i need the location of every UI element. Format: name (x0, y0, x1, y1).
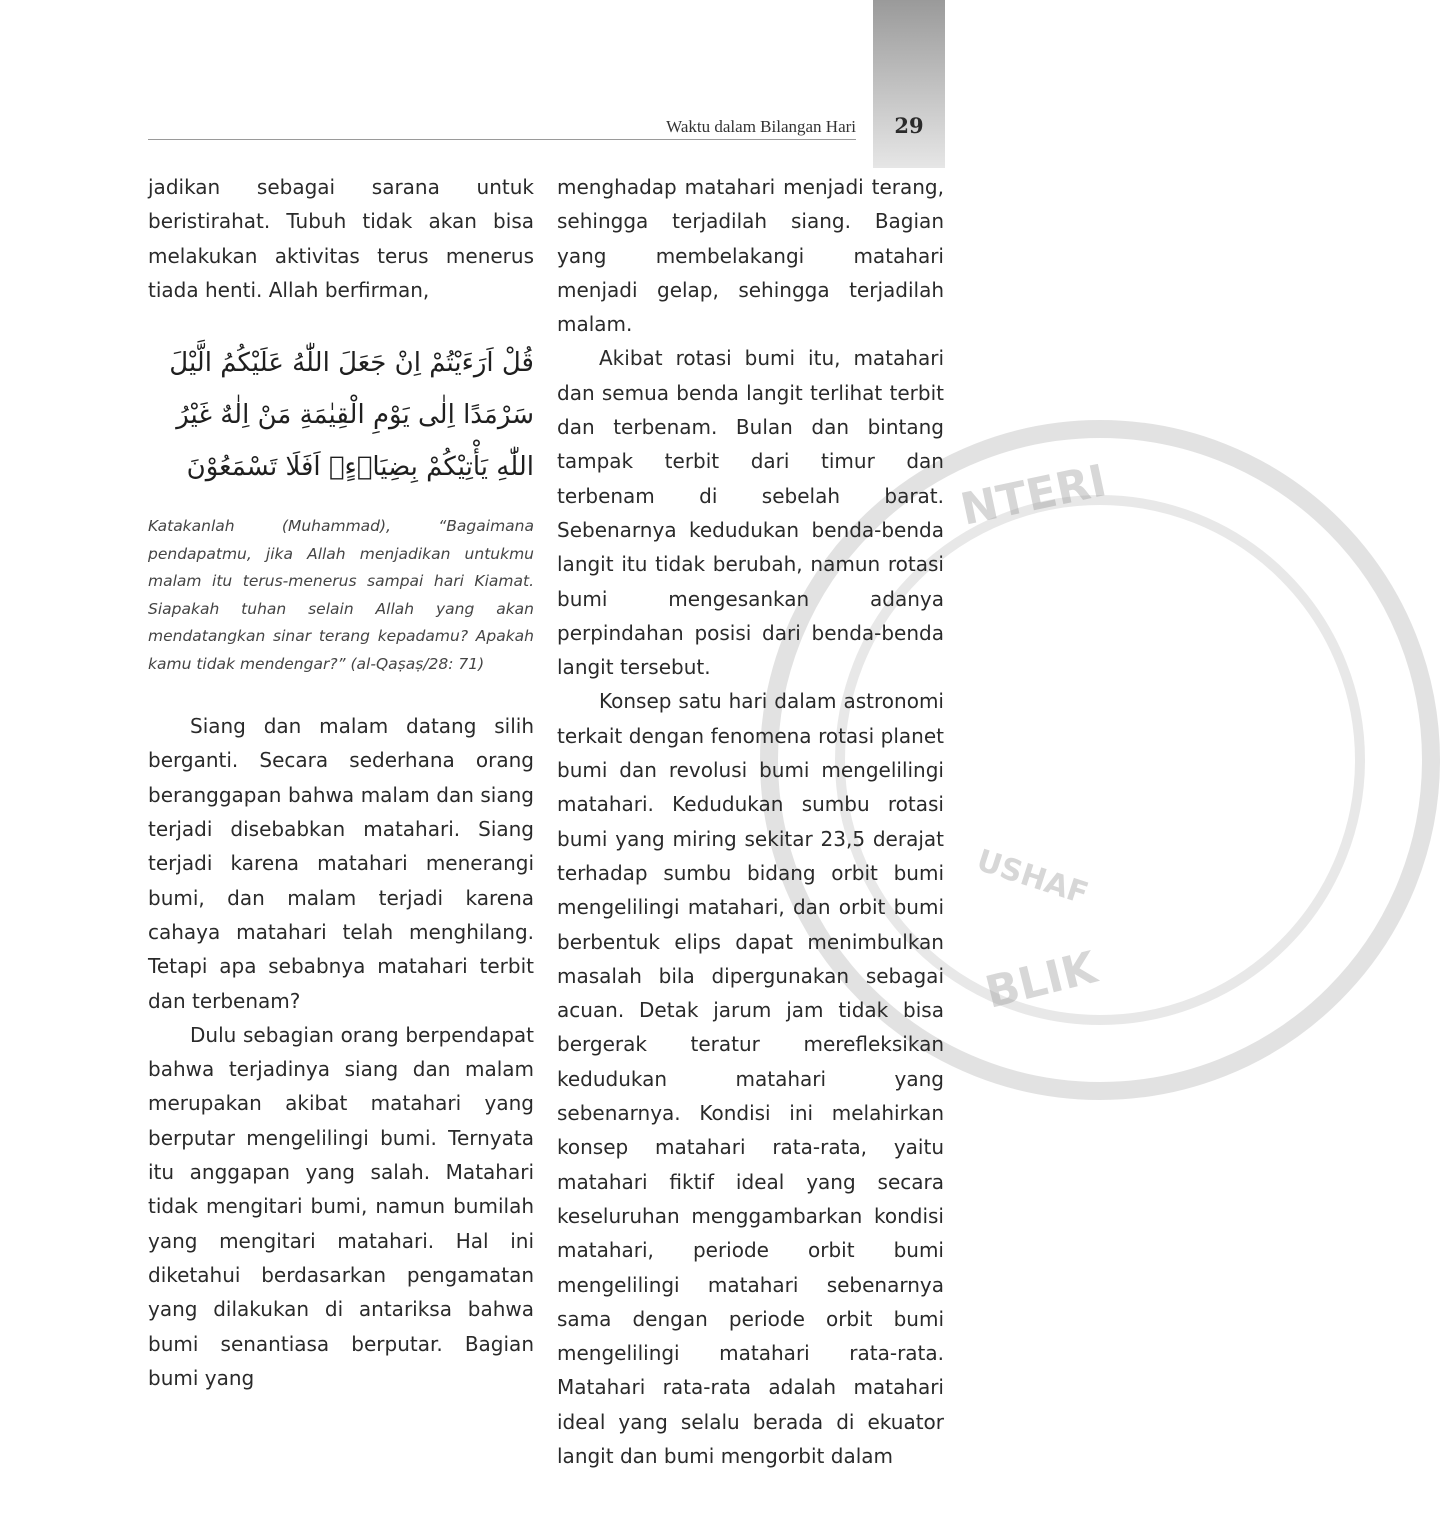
right-column (557, 170, 944, 1473)
body-paragraph: Dulu sebagian orang berpendapat bahwa terjadinya siang dan malam merupakan akibat matahari yang berputar mengelilingi bumi. Ternyata itu anggapan yang salah. Matahari tidak mengitari bumi, namun bumilah yang mengitari matahari. Hal ini diketahui berdasarkan pengamatan yang dilakukan di antariksa bahwa bumi senantiasa berputar. Bagian bumi yang (148, 1022, 534, 1390)
running-title: Waktu dalam Bilangan Hari (666, 117, 856, 136)
arabic-verse: قُلْ اَرَءَيْتُمْ اِنْ جَعَلَ اللّٰهُ عَلَيْكُمُ الَّيْلَ سَرْمَدًا اِلٰى يَوْمِ الْقِيٰمَةِ مَنْ اِلٰهٌ غَيْرُ اللّٰهِ يَأْتِيْكُمْ بِضِيَاۤءٍۗ اَفَلَا تَسْمَعُوْنَ (169, 348, 534, 483)
body-paragraph: Siang dan malam datang silih berganti. Secara sederhana orang beranggapan bahwa malam dan siang terjadi disebabkan matahari. Siang terjadi karena matahari menerangi bumi, dan malam terjadi karena cahaya matahari telah menghilang. Tetapi apa sebabnya matahari terbit dan terbenam? (148, 714, 534, 1013)
body-paragraph: menghadap matahari menjadi terang, sehingga terjadilah siang. Bagian yang membelakangi matahari menjadi gelap, sehingga terjadilah malam. (557, 175, 944, 337)
verse-translation: Katakanlah (Muhammad), “Bagaimana pendapatmu, jika Allah menjadikan untukmu malam itu terus-menerus sampai hari Kiamat. Siapakah tuhan selain Allah yang akan mendatangkan sinar terang kepadamu? Apakah kamu tidak mendengar?” (al-Qaṣaṣ/28: 71) (148, 517, 534, 673)
header-divider (148, 139, 856, 140)
body-paragraph: Akibat rotasi bumi itu, matahari dan semua benda langit terlihat terbit dan terbenam. Bulan dan bintang tampak terbit dari timur dan terbenam di sebelah barat. Sebenarnya kedudukan benda-benda langit itu tidak berubah, namun rotasi bumi mengesankan adanya perpindahan posisi dari benda-benda langit tersebut. (557, 346, 944, 680)
watermark-text-bottom: BLIK (980, 942, 1102, 1019)
body-paragraph: Konsep satu hari dalam astronomi terkait dengan fenomena rotasi planet bumi dan revolusi bumi mengelilingi matahari. Kedudukan sumbu rotasi bumi yang miring sekitar 23,5 derajat terhadap sumbu bidang orbit bumi mengelilingi matahari, dan orbit bumi berbentuk elips dapat menimbulkan masalah bila dipergunakan sebagai acuan. Detak jarum jam tidak bisa bergerak teratur merefleksikan kedudukan matahari yang sebenarnya. Kondisi ini melahirkan konsep matahari rata-rata, yaitu matahari fiktif ideal yang secara keseluruhan menggambarkan kondisi matahari, periode orbit bumi mengelilingi matahari sebenarnya sama dengan periode orbit bumi mengelilingi matahari rata-rata. Matahari rata-rata adalah matahari ideal yang selalu berada di ekuator langit dan bumi mengorbit dalam (557, 689, 944, 1468)
intro-paragraph: jadikan sebagai sarana untuk beristirahat. Tubuh tidak akan bisa melakukan aktivitas terus menerus tiada henti. Allah berfirman, (148, 175, 534, 302)
header-tab (873, 0, 945, 168)
watermark-text-middle: USHAF (972, 843, 1093, 912)
left-column (148, 170, 534, 1395)
watermark-text-top: NTERI (956, 455, 1111, 536)
page-number: 29 (894, 113, 924, 138)
